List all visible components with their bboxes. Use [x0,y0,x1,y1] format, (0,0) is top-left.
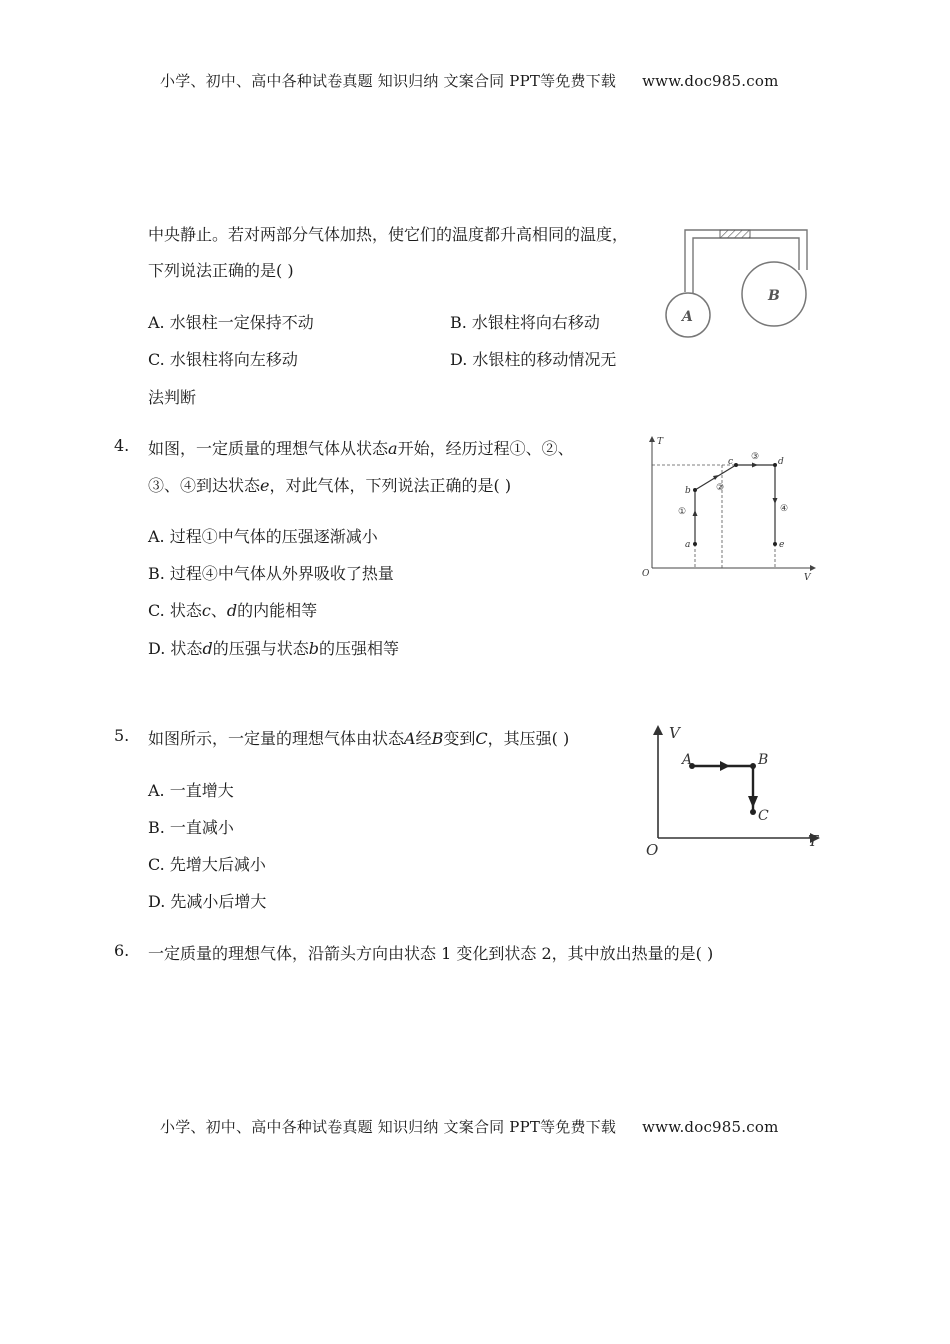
point-c [750,809,756,815]
bulb-b-label: B [768,288,780,304]
x-axis-label: V [804,573,811,582]
q4-number: 4. [114,436,130,455]
header-url[interactable]: www.doc985.com [642,72,779,90]
q4-figure-tv [638,432,818,582]
q4-line2: ③、④到达状态e，对此气体，下列说法正确的是( ) [148,476,512,495]
q3-line2: 下列说法正确的是( ) [148,261,294,280]
page-header [160,70,779,91]
page-footer [160,1116,779,1137]
origin-label: O [646,841,659,859]
q6-number: 6. [114,941,130,960]
q5-stem: 如图所示，一定量的理想气体由状态A经B变到C，其压强( ) [148,729,570,748]
header-text: 小学、初中、高中各种试卷真题 知识归纳 文案合同 PPT等免费下载 [160,72,617,90]
mercury-column [720,230,750,238]
label-a: A [682,752,693,768]
point-d [773,463,777,467]
point-b [750,763,756,769]
bulb-a-label: A [682,309,693,325]
footer-text: 小学、初中、高中各种试卷真题 知识归纳 文案合同 PPT等免费下载 [160,1118,617,1136]
label-process-4: ④ [780,504,789,514]
label-process-2: ② [716,483,725,493]
q4-line1: 如图，一定质量的理想气体从状态a开始，经历过程①、②、 [148,439,574,458]
point-a [693,542,697,546]
label-c: C [758,808,769,824]
q5-figure-vt [640,718,825,866]
label-a: a [685,540,691,550]
x-axis-label: T [808,832,819,850]
q4-option-d: D. 状态d的压强与状态b的压强相等 [148,639,399,658]
y-axis-label: V [669,724,680,742]
q3-option-a: A. 水银柱一定保持不动 [148,313,314,332]
q4-option-b: B. 过程④中气体从外界吸收了热量 [148,564,394,583]
label-e: e [779,540,785,550]
point-e [773,542,777,546]
q6-stem: 一定质量的理想气体，沿箭头方向由状态 1 变化到状态 2，其中放出热量的是( ) [148,944,714,963]
q4-option-c: C. 状态c、d的内能相等 [148,601,318,620]
q3-figure-bulbs [660,220,815,345]
q4-option-a: A. 过程①中气体的压强逐渐减小 [148,527,378,546]
label-process-3: ③ [751,452,760,462]
q5-option-a: A. 一直增大 [148,781,234,800]
q3-option-d-cont: 法判断 [148,388,197,407]
label-d: d [778,457,784,467]
q5-option-b: B. 一直减小 [148,818,234,837]
label-c: c [728,457,734,467]
q3-option-c: C. 水银柱将向左移动 [148,350,298,369]
y-axis-label: T [657,437,664,447]
q3-line1: 中央静止。若对两部分气体加热，使它们的温度都升高相同的温度， [148,225,629,244]
q5-number: 5. [114,726,130,745]
label-b: b [685,486,691,496]
footer-url[interactable]: www.doc985.com [642,1118,779,1136]
label-b: B [758,752,769,768]
q5-option-c: C. 先增大后减小 [148,855,266,874]
origin-label: O [642,569,650,579]
q3-option-d: D. 水银柱的移动情况无 [450,350,617,369]
q5-option-d: D. 先减小后增大 [148,892,267,911]
point-b [693,488,697,492]
q3-option-b: B. 水银柱将向右移动 [450,313,600,332]
label-process-1: ① [678,507,687,517]
point-c [734,463,738,467]
